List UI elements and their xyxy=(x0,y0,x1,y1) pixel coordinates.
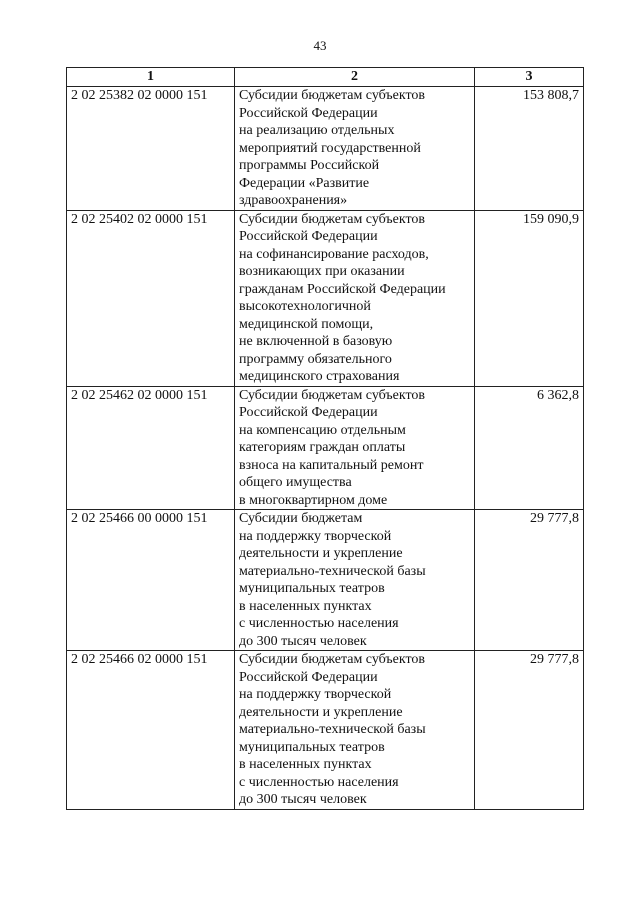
column-header-2: 2 xyxy=(235,68,475,87)
description-line: здравоохранения» xyxy=(239,193,348,208)
amount-cell: 6 362,8 xyxy=(475,386,584,510)
description-line: до 300 тысяч человек xyxy=(239,792,367,807)
description-line: не включенной в базовую xyxy=(239,334,393,349)
description-line: Российской Федерации xyxy=(239,669,378,685)
description-line: в населенных пунктах xyxy=(239,598,372,614)
description-line: с численностью населения xyxy=(239,616,399,631)
table-row xyxy=(67,386,584,510)
budget-table xyxy=(66,67,584,810)
description-line: в многоквартирном доме xyxy=(239,492,388,508)
budget-code-cell: 2 02 25382 02 0000 151 xyxy=(67,87,235,211)
description-cell xyxy=(235,651,475,810)
description-line: Федерации «Развитие xyxy=(239,175,370,191)
description-line: Российской Федерации xyxy=(239,229,378,244)
description-line: Субсидии бюджетам субъектов xyxy=(239,211,426,227)
description-line: возникающих при оказании xyxy=(239,264,405,279)
description-line: взноса на капитальный ремонт xyxy=(239,457,424,473)
budget-code-cell: 2 02 25466 02 0000 151 xyxy=(67,651,235,810)
description-line: Субсидии бюджетам xyxy=(239,511,363,526)
description-line: общего имущества xyxy=(239,475,352,490)
description-line: медицинского страхования xyxy=(239,369,400,384)
column-header-3: 3 xyxy=(475,68,584,87)
budget-code-cell: 2 02 25402 02 0000 151 xyxy=(67,210,235,386)
description-line: на софинансирование расходов, xyxy=(239,246,429,262)
description-line: муниципальных театров xyxy=(239,581,385,596)
amount-cell: 153 808,7 xyxy=(475,87,584,211)
amount-cell: 29 777,8 xyxy=(475,651,584,810)
description-line: на компенсацию отдельным xyxy=(239,422,406,438)
table-row xyxy=(67,87,584,211)
budget-code-cell: 2 02 25462 02 0000 151 xyxy=(67,386,235,510)
table-header-row xyxy=(67,68,584,87)
description-line: программы Российской xyxy=(239,158,380,173)
amount-cell: 159 090,9 xyxy=(475,210,584,386)
description-cell xyxy=(235,87,475,211)
description-line: категориям граждан оплаты xyxy=(239,440,406,455)
description-line: на поддержку творческой xyxy=(239,528,392,544)
description-line: Российской Федерации xyxy=(239,105,378,121)
description-line: материально-технической базы xyxy=(239,722,426,737)
description-line: материально-технической базы xyxy=(239,563,426,579)
description-line: Субсидии бюджетам субъектов xyxy=(239,88,426,103)
column-header-1: 1 xyxy=(67,68,235,87)
description-line: программу обязательного xyxy=(239,351,392,367)
budget-code-cell: 2 02 25466 00 0000 151 xyxy=(67,510,235,651)
description-line: медицинской помощи, xyxy=(239,316,374,332)
description-line: Российской Федерации xyxy=(239,405,378,420)
description-line: деятельности и укрепление xyxy=(239,704,403,720)
table-row xyxy=(67,210,584,386)
description-line: с численностью населения xyxy=(239,774,399,790)
description-cell xyxy=(235,510,475,651)
description-line: в населенных пунктах xyxy=(239,757,372,772)
description-cell xyxy=(235,386,475,510)
table-body xyxy=(67,87,584,810)
description-line: Субсидии бюджетам субъектов xyxy=(239,387,426,403)
description-line: до 300 тысяч человек xyxy=(239,633,367,649)
description-line: гражданам Российской Федерации xyxy=(239,281,446,297)
description-line: деятельности и укрепление xyxy=(239,546,403,561)
page-number: 43 xyxy=(313,38,327,53)
description-cell xyxy=(235,210,475,386)
description-line: на реализацию отдельных xyxy=(239,123,395,138)
table-row xyxy=(67,651,584,810)
description-line: муниципальных театров xyxy=(239,739,385,755)
description-line: мероприятий государственной xyxy=(239,140,421,156)
amount-cell: 29 777,8 xyxy=(475,510,584,651)
description-line: Субсидии бюджетам субъектов xyxy=(239,652,426,667)
description-line: на поддержку творческой xyxy=(239,687,392,702)
description-line: высокотехнологичной xyxy=(239,299,371,314)
table-row xyxy=(67,510,584,651)
